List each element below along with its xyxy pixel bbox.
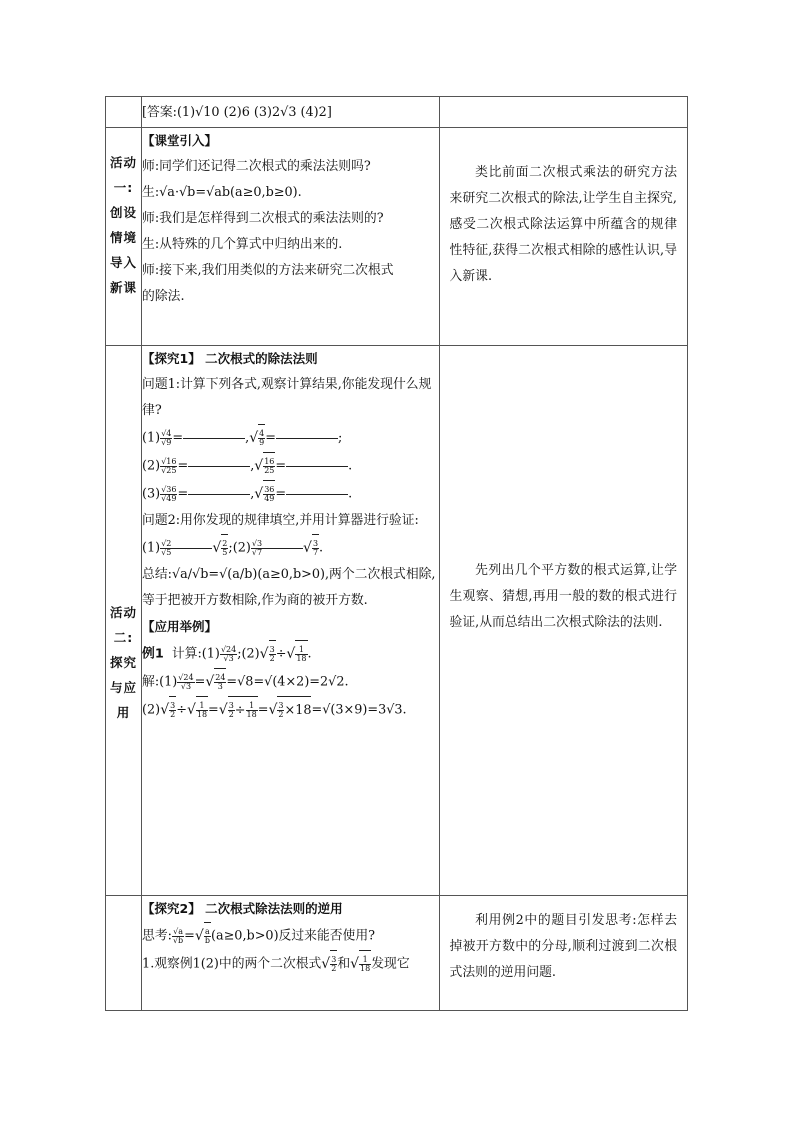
solution-label: 解: [142, 674, 160, 690]
section-heading: 【探究1】 二次根式的除法法则 [142, 351, 318, 366]
design-note: 先列出几个平方数的根式运算,让学生观察、猜想,再用一般的数的根式进行验证,从而总结出二次根式除法的法则. [449, 563, 677, 630]
summary-text: 总结:√a/√b=√(a/b)(a≥0,b>0),两个二次根式相除,等于把被开方数相除,作为商的被开方数. [142, 567, 436, 608]
activity-one-row [106, 128, 688, 346]
section-heading: 【课堂引入】 [142, 133, 218, 148]
example-line: 例1 计算:(1) $\frac{√24}{√3}$ ;(2)√ $\frac{3}{2}$ ÷√ $\frac{1}{18}$ . [142, 640, 439, 668]
application-heading: 【应用举例】 [142, 619, 218, 634]
observe-line: 1.观察例1(2)中的两个二次根式√ $\frac{3}{2}$ 和√ $\frac{1}{18}$ 发现它 [142, 950, 439, 978]
label-char: 与应 [110, 680, 138, 695]
dialogue-line: 师:接下来,我们用类似的方法来研究二次根式 [142, 263, 394, 278]
exercise-line: (3) $\frac{√36}{√49}$ = ,√ $\frac{36}{49}$ = . [142, 480, 439, 508]
solution-line: (2)√ $\frac{3}{2}$ ÷√ $\frac{1}{18}$ =√ $\frac{3}{2}$ ÷ $\frac{1}{18}$ =√ $\frac{3}{2}$ ×18=√(3×9)=3√3. [142, 696, 439, 724]
label-char: 一: [113, 180, 134, 195]
answer-row [106, 97, 688, 128]
activity-two-note-cell [439, 346, 687, 896]
label-char: 探究 [110, 655, 138, 670]
label-char: 二: [113, 630, 134, 645]
dialogue-line: 师:同学们还记得二次根式的乘法法则吗? [142, 159, 371, 174]
answer-text: [答案:(1)√10 (2)6 (3)2√3 (4)2] [142, 105, 332, 120]
activity-two-row [106, 346, 688, 896]
dialogue-line: 师:我们是怎样得到二次根式的乘法法则的? [142, 211, 384, 226]
label-char: 创设 [110, 205, 138, 220]
activity-two-label [106, 346, 142, 896]
exploration-two-row [106, 896, 688, 1011]
solution-line: 解:(1) $\frac{√24}{√3}$ =√ $\frac{24}{3}$ =√8=√(4×2)=2√2. [142, 668, 439, 696]
label-char: 用 [116, 705, 131, 720]
exploration-two-note-cell [439, 896, 687, 1011]
design-note: 类比前面二次根式乘法的研究方法来研究二次根式的除法,让学生自主探究,感受二次根式除法运算中所蕴含的规律性特征,获得二次根式相除的感性认识,导入新课. [449, 165, 677, 284]
activity-one-label [106, 128, 142, 346]
label-char: 导入 [110, 255, 138, 270]
label-char: 活动 [110, 155, 138, 170]
example-label: 例1 [142, 646, 164, 662]
dialogue-line: 生:从特殊的几个算式中归纳出来的. [142, 237, 343, 252]
question-two: 问题2:用你发现的规律填空,并用计算器进行验证: [142, 513, 419, 528]
dialogue-line: 生:√a·√b=√ab(a≥0,b≥0). [142, 185, 302, 200]
question-one: 问题1:计算下列各式,观察计算结果,你能发现什么规律? [142, 377, 432, 418]
label-char: 情境 [110, 230, 138, 245]
dialogue-line: 的除法. [142, 289, 185, 304]
lesson-plan-table [105, 96, 688, 1011]
exercise-line: (2) $\frac{√16}{√25}$ = ,√ $\frac{16}{25}$ = . [142, 452, 439, 480]
exercise-line: (1) $\frac{√2}{√5}$ √ $\frac{2}{5}$ ;(2) $\frac{√3}{√7}$ √ $\frac{3}{7}$ . [142, 534, 439, 562]
section-heading: 【探究2】 二次根式除法法则的逆用 [142, 901, 343, 916]
label-char: 活动 [110, 605, 138, 620]
activity-two-content [142, 346, 440, 896]
design-note: 利用例2中的题目引发思考:怎样去掉被开方数中的分母,顺利过渡到二次根式法则的逆用问题. [449, 913, 677, 980]
example-text: 计算: [171, 646, 202, 662]
activity-one-content [142, 128, 440, 346]
exploration-two-content [142, 896, 440, 1011]
label-char: 新课 [110, 280, 138, 295]
exercise-line: (1) $\frac{√4}{√9}$ = ,√ $\frac{4}{9}$ = ; [142, 424, 439, 452]
think-line: 思考: $\frac{√a}{√b}$ =√ $\frac{a}{b}$ (a≥0,b>0)反过来能否使用? [142, 922, 439, 950]
activity-one-note-cell [439, 128, 687, 346]
